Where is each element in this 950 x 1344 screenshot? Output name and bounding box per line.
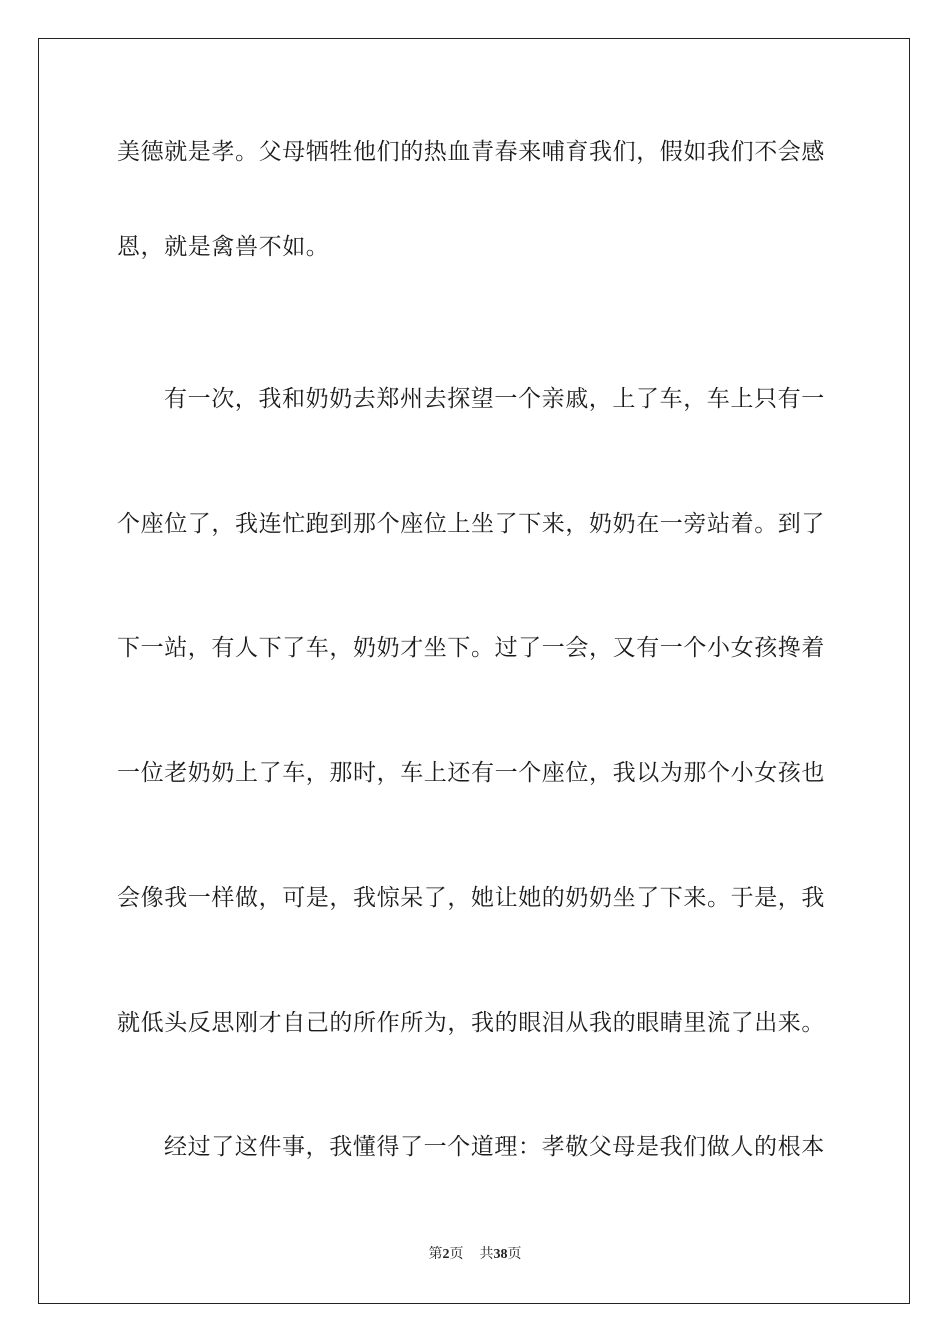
total-suffix: 页 <box>507 1246 522 1262</box>
paragraph-line-9: 经过了这件事，我懂得了一个道理：孝敬父母是我们做人的根本 <box>164 1134 825 1160</box>
paragraph-line-1: 美德就是孝。父母牺牲他们的热血青春来哺育我们，假如我们不会感 <box>117 139 825 165</box>
paragraph-line-3: 有一次，我和奶奶去郑州去探望一个亲戚，上了车，车上只有一 <box>164 386 825 412</box>
page-prefix: 第 <box>428 1246 443 1262</box>
paragraph-line-5: 下一站，有人下了车，奶奶才坐下。过了一会，又有一个小女孩搀着 <box>117 635 825 661</box>
page-border <box>38 38 910 1304</box>
page-footer <box>0 1245 950 1264</box>
page-suffix: 页 <box>449 1246 464 1262</box>
total-prefix: 共 <box>479 1246 494 1262</box>
paragraph-line-4: 个座位了，我连忙跑到那个座位上坐了下来，奶奶在一旁站着。到了 <box>117 511 825 537</box>
paragraph-line-6: 一位老奶奶上了车，那时，车上还有一个座位，我以为那个小女孩也 <box>117 760 825 786</box>
paragraph-line-2: 恩，就是禽兽不如。 <box>117 234 330 260</box>
paragraph-line-7: 会像我一样做，可是，我惊呆了，她让她的奶奶坐了下来。于是，我 <box>117 885 825 911</box>
paragraph-line-8: 就低头反思刚才自己的所作所为，我的眼泪从我的眼睛里流了出来。 <box>117 1010 825 1036</box>
total-pages: 38 <box>493 1247 508 1262</box>
page-number: 2 <box>442 1247 450 1262</box>
